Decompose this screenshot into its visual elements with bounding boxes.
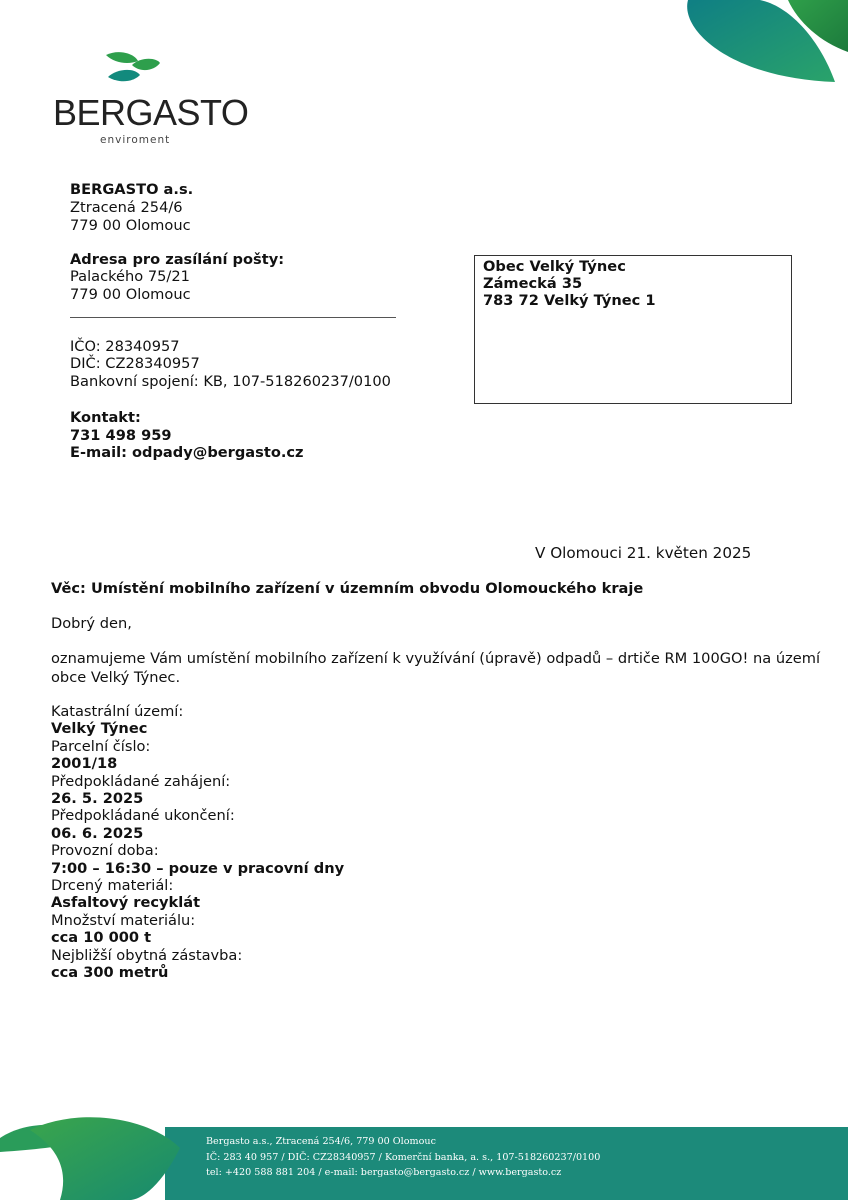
logo-wordmark: BERGASTO xyxy=(53,92,249,133)
detail-label: Provozní doba: xyxy=(51,842,159,860)
mail-address-heading: Adresa pro zasílání pošty: xyxy=(70,251,285,268)
corner-leaves-decoration xyxy=(670,0,848,90)
detail-value: 26. 5. 2025 xyxy=(51,790,144,808)
sender-divider xyxy=(70,317,396,318)
footer-line-1: Bergasto a.s., Ztracená 254/6, 779 00 Olomouc xyxy=(206,1136,436,1147)
detail-value: cca 10 000 t xyxy=(51,929,152,947)
detail-value: 7:00 – 16:30 – pouze v pracovní dny xyxy=(51,859,345,877)
letter-date: V Olomouci 21. květen 2025 xyxy=(535,544,752,562)
detail-label: Množství materiálu: xyxy=(51,911,196,929)
detail-label: Předpokládané zahájení: xyxy=(51,772,231,790)
contact-email: E-mail: odpady@bergasto.cz xyxy=(70,444,304,461)
letter-subject: Věc: Umístění mobilního zařízení v územním obvodu Olomouckého kraje xyxy=(51,580,644,597)
detail-label: Předpokládané ukončení: xyxy=(51,807,235,825)
letter-body-line-1: oznamujeme Vám umístění mobilního zařízení k využívání (úpravě) odpadů – drtiče RM 100GO! na území xyxy=(51,650,821,667)
recipient-line-1: Obec Velký Týnec xyxy=(483,258,626,275)
letter-greeting: Dobrý den, xyxy=(51,615,132,632)
logo-tagline: enviroment xyxy=(100,134,171,146)
logo-leaf-icon xyxy=(104,51,162,87)
detail-label: Drcený materiál: xyxy=(51,877,174,895)
mail-street: Palackého 75/21 xyxy=(70,268,190,285)
footer-line-2: IČ: 283 40 957 / DIČ: CZ28340957 / Komerční banka, a. s., 107-518260237/0100 xyxy=(206,1152,601,1163)
detail-value: 2001/18 xyxy=(51,755,118,773)
letter-body-line-2: obce Velký Týnec. xyxy=(51,669,181,686)
mail-city: 779 00 Olomouc xyxy=(70,286,191,303)
sender-dic: DIČ: CZ28340957 xyxy=(70,355,200,372)
detail-label: Nejbližší obytná zástavba: xyxy=(51,946,243,964)
recipient-line-3: 783 72 Velký Týnec 1 xyxy=(483,292,656,309)
detail-value: Asfaltový recyklát xyxy=(51,894,201,912)
footer-line-3: tel: +420 588 881 204 / e-mail: bergasto@bergasto.cz / www.bergasto.cz xyxy=(206,1167,562,1178)
detail-label: Katastrální území: xyxy=(51,703,184,720)
detail-value: 06. 6. 2025 xyxy=(51,824,144,842)
sender-company: BERGASTO a.s. xyxy=(70,181,194,198)
contact-heading: Kontakt: xyxy=(70,409,141,426)
sender-ico: IČO: 28340957 xyxy=(70,338,180,355)
sender-street: Ztracená 254/6 xyxy=(70,199,183,216)
sender-bank: Bankovní spojení: KB, 107-518260237/0100 xyxy=(70,373,391,390)
detail-value: cca 300 metrů xyxy=(51,964,169,982)
detail-value: Velký Týnec xyxy=(51,720,148,738)
detail-label: Parcelní číslo: xyxy=(51,737,151,755)
contact-phone: 731 498 959 xyxy=(70,427,172,444)
sender-city: 779 00 Olomouc xyxy=(70,217,191,234)
recipient-line-2: Zámecká 35 xyxy=(483,275,583,292)
details-list xyxy=(51,703,344,982)
